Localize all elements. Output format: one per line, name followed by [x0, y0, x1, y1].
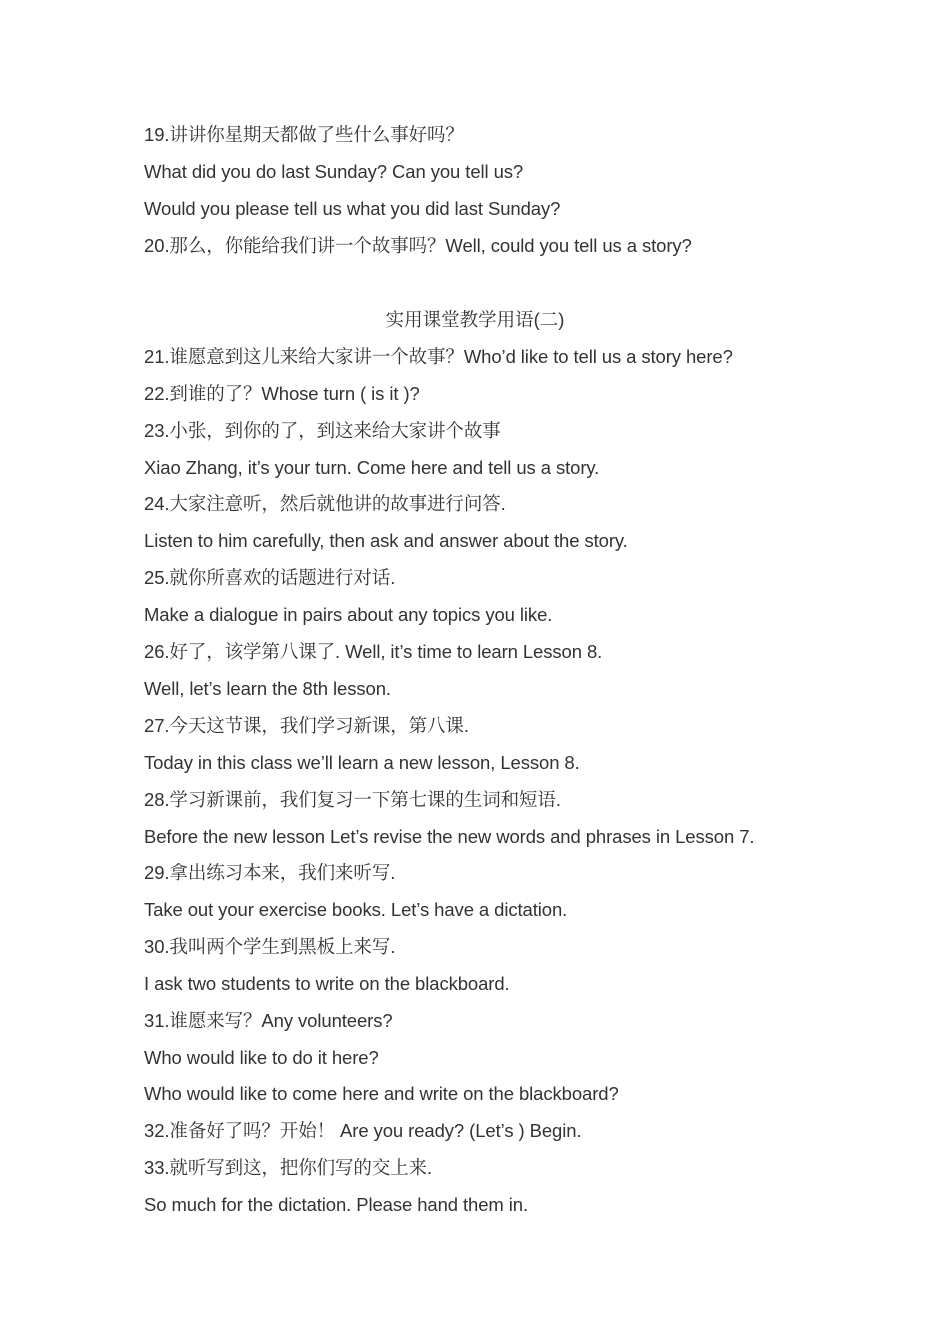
text-line: Before the new lesson Let’s revise the new words and phrases in Lesson 7. [144, 826, 755, 847]
text-line: What did you do last Sunday? Can you tell us? [144, 161, 524, 182]
text-line: Who would like to do it here? [144, 1047, 379, 1068]
text-line: Well, let’s learn the 8th lesson. [144, 678, 391, 699]
text-line: 28.学习新课前，我们复习一下第七课的生词和短语. [144, 789, 561, 810]
text-line: 27.今天这节课，我们学习新课，第八课. [144, 715, 469, 736]
text-line: 21.谁愿意到这儿来给大家讲一个故事？Who’d like to tell us a story here? [144, 346, 733, 367]
text-line: 29.拿出练习本来，我们来听写. [144, 862, 396, 883]
text-line: 24.大家注意听，然后就他讲的故事进行问答. [144, 493, 506, 514]
text-line: 32.准备好了吗？开始！ Are you ready? (Let’s ) Begin. [144, 1120, 582, 1141]
text-line: So much for the dictation. Please hand them in. [144, 1194, 529, 1215]
section-heading: 实用课堂教学用语(二) [385, 309, 565, 330]
text-line: 25.就你所喜欢的话题进行对话. [144, 567, 396, 588]
text-line: 23.小张，到你的了，到这来给大家讲个故事 [144, 420, 501, 441]
text-line: Xiao Zhang, it’s your turn. Come here and tell us a story. [144, 457, 600, 478]
text-line: 30.我叫两个学生到黑板上来写. [144, 936, 396, 957]
text-line: 33.就听写到这，把你们写的交上来. [144, 1157, 433, 1178]
text-line: 22.到谁的了？Whose turn ( is it )? [144, 383, 420, 404]
text-line: Today in this class we’ll learn a new lesson, Lesson 8. [144, 752, 580, 773]
text-line: Listen to him carefully, then ask and answer about the story. [144, 530, 628, 551]
text-line: 26.好了，该学第八课了. Well, it’s time to learn Lesson 8. [144, 641, 603, 662]
text-line: Take out your exercise books. Let’s have a dictation. [144, 899, 568, 920]
text-line: Make a dialogue in pairs about any topics you like. [144, 604, 553, 625]
text-line: 19.讲讲你星期天都做了些什么事好吗？ [144, 124, 464, 145]
text-line: 31.谁愿来写？Any volunteers? [144, 1010, 393, 1031]
text-line: 20.那么，你能给我们讲一个故事吗？Well, could you tell us a story? [144, 235, 692, 256]
text-line: Would you please tell us what you did last Sunday? [144, 198, 561, 219]
text-line: I ask two students to write on the blackboard. [144, 973, 510, 994]
text-line: Who would like to come here and write on the blackboard? [144, 1083, 619, 1104]
